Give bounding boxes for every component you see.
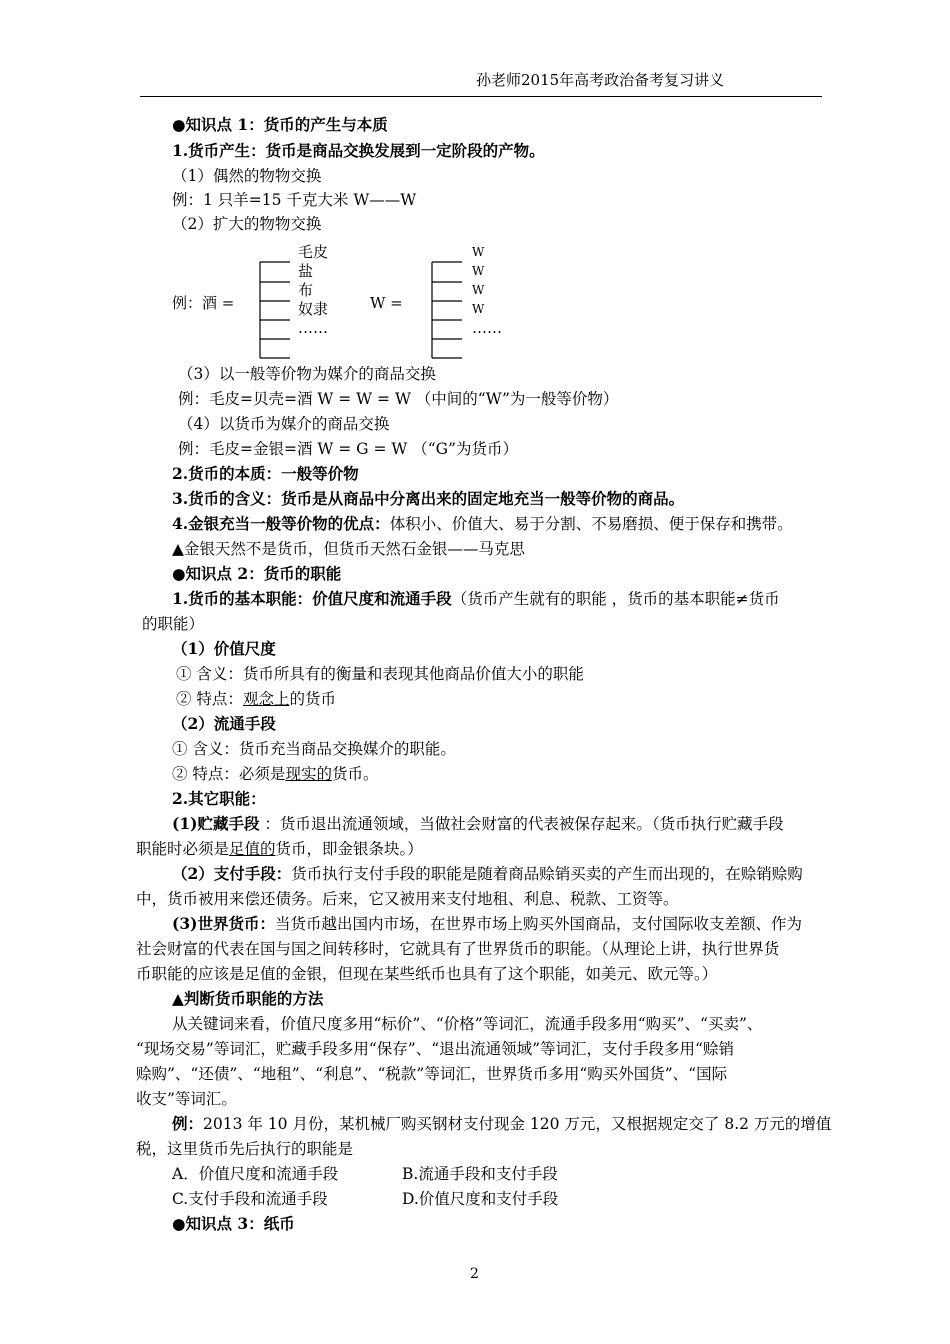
kp2-basic (172, 589, 780, 609)
method-title: ▲判断货币职能的方法 (172, 989, 324, 1008)
store-label: (1)贮藏手段 (172, 814, 260, 833)
vm-feature-post: 的货币 (289, 690, 336, 708)
payment-function-cont: 中，货币被用来偿还债务。后来，它又被用来支付地租、利息、税款、工资等。 (136, 890, 679, 908)
left-item: 奴隶 (298, 300, 329, 318)
right-bracket (426, 244, 466, 364)
basic-functions-label: 1.货币的基本职能：价值尺度和流通手段 (172, 589, 452, 608)
kp1-stage3: （3）以一般等价物为媒介的商品交换 (178, 365, 436, 383)
basic-functions-note: （货币产生就有的职能 ，货币的基本职能≠货币 (451, 590, 780, 608)
method-line: “现场交易”等词汇，贮藏手段多用“保存”、“退出流通领域”等词汇，支付手段多用“赊销 (136, 1040, 734, 1058)
right-item: …… (472, 319, 502, 337)
vm-feature-pre: ② 特点： (176, 690, 243, 708)
example-text: 2013 年 10 月份，某机械厂购买钢材支付现金 120 万元，又根据规定交了 8.2 万元的增值 (203, 1115, 832, 1133)
kp1-origin: 1.货币产生：货币是商品交换发展到一定阶段的产物。 (172, 141, 545, 160)
store-function (172, 814, 784, 834)
value-measure-feature (176, 689, 336, 709)
header-rule (140, 96, 822, 97)
circulation-feature (172, 764, 378, 784)
left-bracket (254, 244, 294, 364)
world-money-cont-1: 社会财富的代表在国与国之间转移时，它就具有了世界货币的职能。（从理论上讲，执行世界货 (136, 940, 780, 958)
world-money-label: (3)世界货币： (172, 914, 275, 933)
store-text: ：货币退出流通领域，当做社会财富的代表被保存起来。（货币执行贮藏手段 (259, 815, 784, 833)
example-label: 例： (172, 1114, 204, 1133)
right-item: W (472, 283, 485, 297)
method-line: 收支”等词汇。 (136, 1090, 237, 1108)
diagram-left-label: 例：酒 = (172, 294, 235, 312)
option-b: B.流通手段和支付手段 (402, 1165, 558, 1183)
other-functions-title: 2.其它职能： (172, 789, 266, 808)
option-c: C.支付手段和流通手段 (172, 1190, 328, 1208)
world-money-function (172, 914, 802, 934)
page-header: 孙老师2015年高考政治备考复习讲义 (476, 71, 725, 89)
world-money-text: 当货币越出国内市场，在世界市场上购买外国商品，支付国际收支差额、作为 (274, 915, 802, 933)
kp2-title: ●知识点 2：货币的职能 (172, 564, 342, 583)
gold-advantages-text: 体积小、价值大、易于分割、不易磨损、便于保存和携带。 (389, 515, 793, 533)
store-function-cont (136, 839, 423, 859)
kp1-stage2: （2）扩大的物物交换 (172, 215, 322, 233)
circulation-title: （2）流通手段 (172, 714, 276, 733)
method-line: 从关键词来看，价值尺度多用“标价”、“价格”等词汇，流通手段多用“购买”、“买卖”、 (172, 1015, 763, 1033)
mc-feature-pre: ② 特点：必须是 (172, 765, 286, 783)
left-item: 盐 (298, 262, 314, 280)
page-number: 2 (470, 1266, 479, 1282)
option-d: D.价值尺度和支付手段 (402, 1190, 559, 1208)
vm-feature-underlined: 观念上 (242, 690, 290, 708)
kp1-marx-quote: ▲金银天然不是货币，但货币天然石金银——马克思 (172, 540, 525, 558)
example-question-cont: 税，这里货币先后执行的职能是 (136, 1140, 354, 1158)
payment-function (172, 864, 803, 884)
right-item: W (472, 245, 485, 259)
diagram-right-label: W = (370, 294, 403, 312)
mc-feature-post: 货币。 (331, 765, 379, 783)
value-measure-meaning: ① 含义：货币所具有的衡量和表现其他商品价值大小的职能 (176, 665, 584, 683)
left-item: 布 (298, 281, 314, 299)
kp1-gold-advantages (172, 514, 793, 534)
kp1-stage3-example: 例：毛皮=贝壳=酒 W = W = W （中间的“W”为一般等价物） (178, 390, 619, 408)
store-cont-pre: 职能时必须是 (136, 840, 230, 858)
method-line: 赊购”、“还债”、“地租”、“利息”、“税款”等词汇，世界货币多用“购买外国货”、“国际 (136, 1065, 728, 1083)
value-measure-title: （1）价值尺度 (172, 639, 276, 658)
kp1-stage1-example: 例：1 只羊=15 千克大米 W——W (172, 191, 417, 209)
payment-label: （2）支付手段： (172, 864, 292, 883)
mc-feature-underlined: 现实的 (285, 765, 332, 783)
kp1-stage1: （1）偶然的物物交换 (172, 167, 322, 185)
kp1-title: ●知识点 1：货币的产生与本质 (172, 115, 388, 134)
circulation-meaning: ① 含义：货币充当商品交换媒介的职能。 (172, 740, 456, 758)
example-question (172, 1114, 831, 1134)
kp1-stage4-example: 例：毛皮=金银=酒 W = G = W （“G”为货币） (178, 440, 518, 458)
kp1-stage4: （4）以货币为媒介的商品交换 (178, 415, 390, 433)
right-item: W (472, 264, 485, 278)
left-item: …… (298, 319, 328, 337)
store-cont-underlined: 足值的 (229, 840, 276, 858)
kp3-title: ●知识点 3：纸币 (172, 1214, 295, 1233)
option-a: A．价值尺度和流通手段 (172, 1165, 339, 1183)
store-cont-post: 货币，即金银条块。） (275, 840, 423, 858)
payment-text: 货币执行支付手段的职能是随着商品赊销买卖的产生而出现的，在赊销赊购 (291, 865, 803, 883)
kp1-definition: 3.货币的含义：货币是从商品中分离出来的固定地充当一般等价物的商品。 (172, 489, 685, 508)
right-item: W (472, 302, 485, 316)
world-money-cont-2: 币职能的应该是足值的金银，但现在某些纸币也具有了这个职能，如美元、欧元等。） (136, 965, 718, 983)
kp1-essence: 2.货币的本质：一般等价物 (172, 464, 359, 483)
gold-advantages-label: 4.金银充当一般等价物的优点： (172, 514, 390, 533)
left-item: 毛皮 (298, 243, 329, 261)
kp2-basic-cont: 的职能） (142, 615, 205, 633)
